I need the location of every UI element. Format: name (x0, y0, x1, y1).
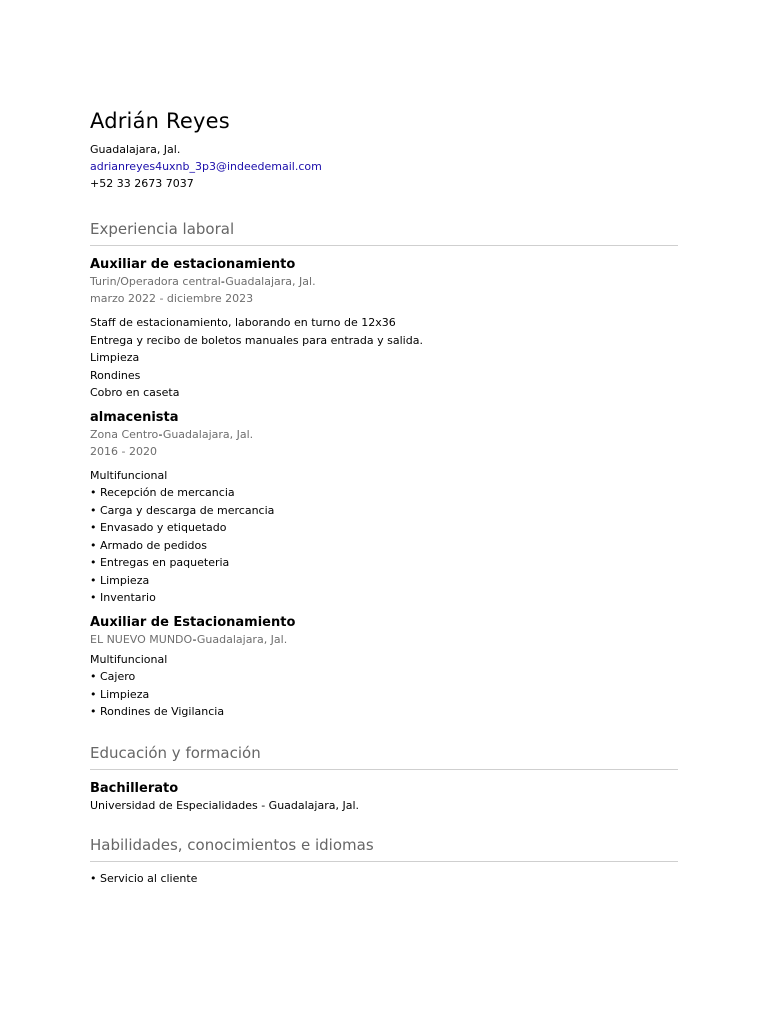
job-description-line: • Limpieza (90, 573, 150, 587)
job-description-line: Rondines (90, 368, 141, 382)
education-school: Universidad de Especialidades - Guadalajara, Jal. (90, 798, 360, 812)
job-description-line: • Rondines de Vigilancia (90, 705, 225, 718)
job-description-line: • Envasado y etiquetado (90, 521, 227, 534)
job-description-line: Limpieza (90, 351, 140, 364)
job-description-line: • Entregas en paqueteria (90, 556, 230, 569)
job-entry (90, 614, 678, 721)
job-description-line: Staff de estacionamiento, laborando en turno de 12x36 (90, 316, 396, 329)
job-dates: 2016 - 2020 (90, 444, 157, 458)
job-description-line: • Inventario (90, 591, 156, 604)
job-description (90, 651, 678, 721)
job-dates: marzo 2022 - diciembre 2023 (90, 292, 254, 305)
contact-block (90, 141, 678, 192)
section-title-skills: Habilidades, conocimientos e idiomas (90, 835, 678, 862)
job-company-location (90, 631, 678, 648)
job-description-line: • Recepción de mercancia (90, 486, 235, 499)
job-company-location (90, 426, 678, 443)
candidate-name: Adrián Reyes (90, 109, 230, 133)
job-description-line: Multifuncional (90, 468, 168, 482)
job-separator: - (220, 275, 226, 288)
job-description (90, 467, 678, 607)
section-title-experience: Experiencia laboral (90, 219, 678, 246)
email-link[interactable]: adrianreyes4uxnb_3p3@indeedemail.com (90, 160, 322, 173)
section-title-education: Educación y formación (90, 743, 678, 770)
job-company: Turin/Operadora central (90, 275, 221, 288)
job-entry (90, 409, 678, 607)
job-description-line: • Armado de pedidos (90, 538, 207, 552)
skill-item: • Servicio al cliente (90, 871, 198, 885)
job-entry (90, 256, 678, 402)
job-description-line: • Cajero (90, 670, 136, 683)
job-company-location (90, 273, 678, 290)
location-text: Guadalajara, Jal. (90, 143, 181, 156)
job-location: Guadalajara, Jal. (225, 275, 316, 288)
phone-text: +52 33 2673 7037 (90, 177, 194, 190)
job-description-line: Entrega y recibo de boletos manuales para entrada y salida. (90, 333, 423, 347)
job-company: Zona Centro (90, 427, 159, 441)
job-description-line: • Limpieza (90, 687, 150, 701)
job-separator: - (192, 632, 197, 646)
job-location: Guadalajara, Jal. (162, 427, 254, 441)
job-description-line: Cobro en caseta (90, 386, 180, 399)
job-title: Auxiliar de estacionamiento (90, 257, 296, 272)
job-title: Auxiliar de Estacionamiento (90, 614, 296, 630)
job-separator: - (158, 427, 163, 441)
job-description-line: Multifuncional (90, 652, 168, 666)
job-title: almacenista (90, 409, 179, 425)
job-description (90, 314, 678, 402)
skills-list (90, 870, 678, 887)
job-description-line: • Carga y descarga de mercancia (90, 503, 275, 517)
education-degree: Bachillerato (90, 780, 179, 796)
education-entry (90, 780, 678, 814)
job-location: Guadalajara, Jal. (196, 632, 288, 646)
job-company: EL NUEVO MUNDO (90, 632, 193, 646)
